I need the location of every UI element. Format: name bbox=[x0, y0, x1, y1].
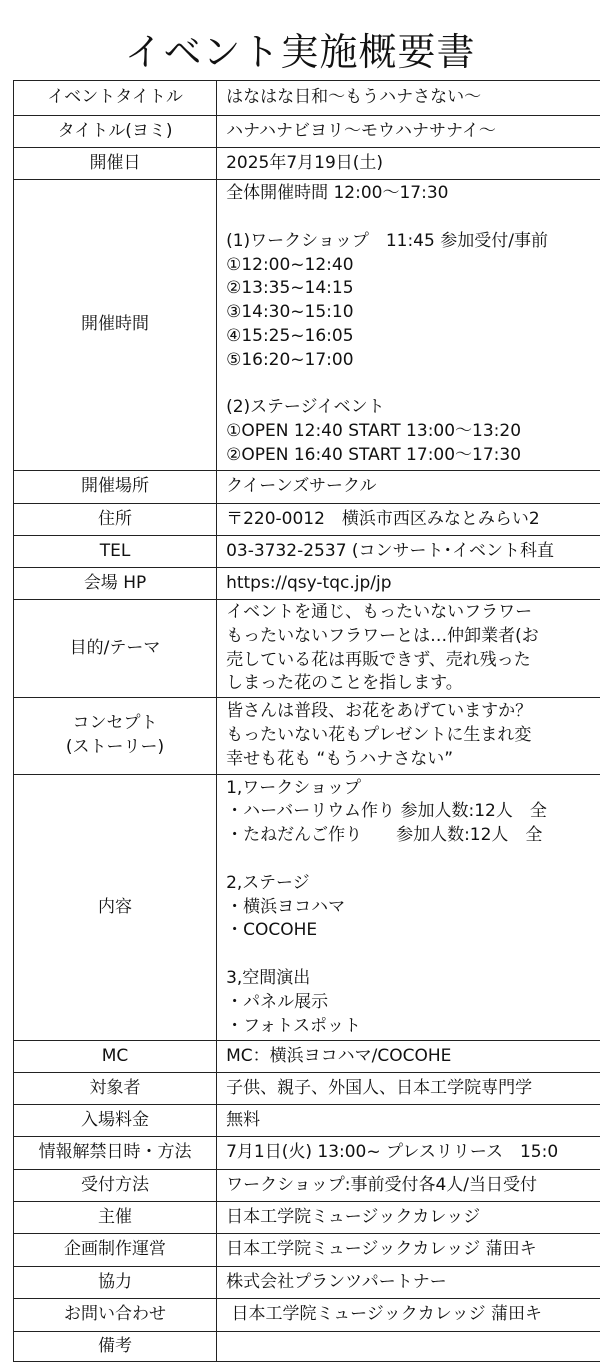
content-line: ・たねだんご作り 参加人数:12人 全 bbox=[226, 824, 594, 848]
table-row bbox=[14, 471, 600, 504]
content-line: 1,ワークショップ bbox=[226, 777, 594, 801]
row-label-event-title: イベントタイトル bbox=[14, 81, 217, 116]
concept-line: 幸せも花も “もうハナさない” bbox=[226, 748, 594, 772]
content-line: ・COCOHE bbox=[226, 919, 594, 943]
row-label-address: 住所 bbox=[14, 504, 217, 536]
row-value-release: 7月1日(火) 13:00~ プレスリリース 15:0 bbox=[217, 1137, 600, 1170]
row-value-organizer: 日本工学院ミュージックカレッジ bbox=[217, 1202, 600, 1234]
time-line: ①12:00~12:40 bbox=[226, 254, 594, 278]
row-label-mc: MC bbox=[14, 1041, 217, 1073]
row-label-target: 対象者 bbox=[14, 1073, 217, 1105]
table-row bbox=[14, 1041, 600, 1073]
row-label-hp: 会場 HP bbox=[14, 568, 217, 600]
row-value-event-title: はなはな日和～もうハナさない～ bbox=[217, 81, 600, 116]
table-row bbox=[14, 1073, 600, 1105]
time-line: ③14:30~15:10 bbox=[226, 301, 594, 325]
row-value-target: 子供、親子、外国人、日本工学院専門学 bbox=[217, 1073, 600, 1105]
row-value-reception: ワークショップ:事前受付各4人/当日受付 bbox=[217, 1170, 600, 1202]
table-row bbox=[14, 568, 600, 600]
row-label-title-reading: タイトル(ヨミ) bbox=[14, 116, 217, 148]
time-line: ②13:35~14:15 bbox=[226, 277, 594, 301]
event-overview-table bbox=[13, 80, 600, 1362]
table-row bbox=[14, 600, 600, 698]
time-line: (2)ステージイベント bbox=[226, 396, 594, 420]
row-value-remarks bbox=[217, 1332, 600, 1362]
time-line: 全体開催時間 12:00～17:30 bbox=[226, 182, 594, 206]
purpose-line: 売している花は再販できず、売れ残った bbox=[226, 649, 594, 673]
row-label-remarks: 備考 bbox=[14, 1332, 217, 1362]
row-value-purpose bbox=[217, 600, 600, 698]
table-row bbox=[14, 81, 600, 116]
table-row bbox=[14, 1299, 600, 1332]
content-line: ・パネル展示 bbox=[226, 991, 594, 1015]
content-line: ・横浜ヨコハマ bbox=[226, 896, 594, 920]
time-line bbox=[226, 373, 594, 397]
row-value-hp[interactable]: https://qsy-tqc.jp/jp bbox=[217, 568, 600, 600]
table-row bbox=[14, 1267, 600, 1299]
row-value-content bbox=[217, 775, 600, 1041]
purpose-line: もったいないフラワーとは…仲卸業者(お bbox=[226, 625, 594, 649]
row-value-tel: 03-3732-2537 (コンサート･イベント科直 bbox=[217, 536, 600, 568]
table-row bbox=[14, 116, 600, 148]
row-value-date: 2025年7月19日(土) bbox=[217, 148, 600, 180]
row-value-address: 〒220-0012 横浜市西区みなとみらい2 bbox=[217, 504, 600, 536]
row-label-venue: 開催場所 bbox=[14, 471, 217, 504]
page-title: イベント実施概要書 bbox=[0, 26, 600, 78]
row-label-production: 企画制作運営 bbox=[14, 1234, 217, 1267]
row-value-title-reading: ハナハナビヨリ～モウハナサナイ～ bbox=[217, 116, 600, 148]
time-line bbox=[226, 206, 594, 230]
row-label-tel: TEL bbox=[14, 536, 217, 568]
table-row bbox=[14, 1105, 600, 1137]
row-label-reception: 受付方法 bbox=[14, 1170, 217, 1202]
table-row bbox=[14, 148, 600, 180]
content-line: ・フォトスポット bbox=[226, 1015, 594, 1039]
concept-label-line: コンセプト bbox=[16, 712, 214, 736]
content-line bbox=[226, 943, 594, 967]
table-row bbox=[14, 1170, 600, 1202]
row-label-date: 開催日 bbox=[14, 148, 217, 180]
content-line: ・ハーバーリウム作り 参加人数:12人 全 bbox=[226, 800, 594, 824]
content-line bbox=[226, 848, 594, 872]
row-value-time bbox=[217, 180, 600, 471]
time-line: ⑤16:20~17:00 bbox=[226, 349, 594, 373]
table-row bbox=[14, 504, 600, 536]
concept-label-line: (ストーリー) bbox=[16, 736, 214, 760]
content-line: 3,空間演出 bbox=[226, 967, 594, 991]
row-label-content: 内容 bbox=[14, 775, 217, 1041]
purpose-line: イベントを通じ、もったいないフラワー bbox=[226, 601, 594, 625]
table-row bbox=[14, 180, 600, 471]
table-row bbox=[14, 1137, 600, 1170]
concept-line: もったいない花もプレゼントに生まれ変 bbox=[226, 724, 594, 748]
row-value-contact: 日本工学院ミュージックカレッジ 蒲田キ bbox=[217, 1299, 600, 1332]
row-label-release: 情報解禁日時・方法 bbox=[14, 1137, 217, 1170]
row-label-purpose: 目的/テーマ bbox=[14, 600, 217, 698]
concept-line: 皆さんは普段、お花をあげていますか？ bbox=[226, 700, 594, 724]
time-line: ④15:25~16:05 bbox=[226, 325, 594, 349]
table-row bbox=[14, 1332, 600, 1362]
time-line: ①OPEN 12:40 START 13:00～13:20 bbox=[226, 420, 594, 444]
row-label-fee: 入場料金 bbox=[14, 1105, 217, 1137]
row-label-contact: お問い合わせ bbox=[14, 1299, 217, 1332]
row-label-organizer: 主催 bbox=[14, 1202, 217, 1234]
table-row bbox=[14, 698, 600, 775]
content-line: 2,ステージ bbox=[226, 872, 594, 896]
row-value-cooperation: 株式会社プランツパートナー bbox=[217, 1267, 600, 1299]
time-line: (1)ワークショップ 11:45 参加受付/事前 bbox=[226, 230, 594, 254]
row-value-mc: MC：横浜ヨコハマ/COCOHE bbox=[217, 1041, 600, 1073]
table-row bbox=[14, 1202, 600, 1234]
table-row bbox=[14, 775, 600, 1041]
table-row bbox=[14, 536, 600, 568]
time-line: ②OPEN 16:40 START 17:00～17:30 bbox=[226, 444, 594, 468]
table-row bbox=[14, 1234, 600, 1267]
row-value-production: 日本工学院ミュージックカレッジ 蒲田キ bbox=[217, 1234, 600, 1267]
row-value-concept bbox=[217, 698, 600, 775]
row-value-venue: クイーンズサークル bbox=[217, 471, 600, 504]
row-label-time: 開催時間 bbox=[14, 180, 217, 471]
row-label-concept bbox=[14, 698, 217, 775]
row-value-fee: 無料 bbox=[217, 1105, 600, 1137]
row-label-cooperation: 協力 bbox=[14, 1267, 217, 1299]
purpose-line: しまった花のことを指します。 bbox=[226, 672, 594, 696]
